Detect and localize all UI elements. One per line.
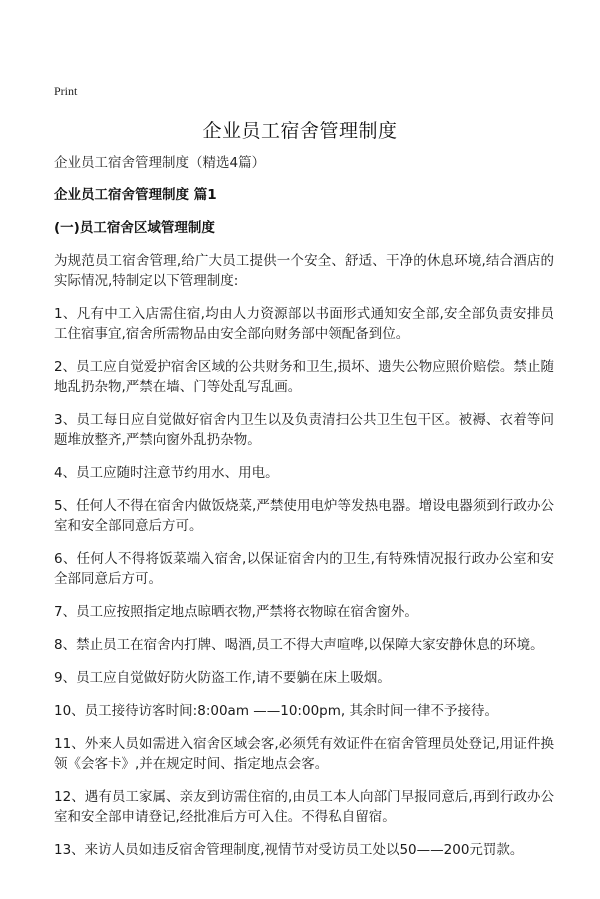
- rule-item-4: 4、员工应随时注意节约用水、用电。: [54, 465, 279, 481]
- rule-item-1: 1、凡有中工入店需住宿,均由人力资源部以书面形式通知安全部,安全部负责安排员工住宿事宜,宿舍所需物品由安全部向财务部中领配备到位。: [54, 306, 554, 342]
- rule-item-7: 7、员工应按照指定地点晾晒衣物,严禁将衣物晾在宿舍窗外。: [54, 604, 418, 620]
- rule-item-6: 6、任何人不得将饭菜端入宿舍,以保证宿舍内的卫生,有特殊情况报行政办公室和安全部同意后方可。: [54, 551, 554, 587]
- document-body: [54, 153, 554, 873]
- rule-item-2: 2、员工应自觉爱护宿舍区域的公共财务和卫生,损坏、遗失公物应照价赔偿。禁止随地乱扔杂物,严禁在墙、门等处乱写乱画。: [54, 359, 554, 395]
- rule-item-12: 12、遇有员工家属、亲友到访需住宿的,由员工本人向部门早报同意后,再到行政办公室和安全部申请登记,经批准后方可入住。不得私自留宿。: [54, 789, 554, 825]
- rule-item-3: 3、员工每日应自觉做好宿舍内卫生以及负责清扫公共卫生包干区。被褥、衣着等问题堆放整齐,严禁向窗外乱扔杂物。: [54, 412, 554, 448]
- document-title: 企业员工宿舍管理制度: [202, 120, 398, 142]
- document-subtitle: 企业员工宿舍管理制度（精选4篇）: [54, 155, 266, 171]
- sub-heading: (一)员工宿舍区域管理制度: [54, 220, 215, 236]
- rule-item-11: 11、外来人员如需进入宿舍区域会客,必须凭有效证件在宿舍管理员处登记,用证件换领《会客卡》,并在规定时间、指定地点会客。: [54, 736, 554, 772]
- print-label: Print: [54, 84, 78, 98]
- rule-item-13: 13、来访人员如违反宿舍管理制度,视情节对受访员工处以50——200元罚款。: [54, 842, 524, 858]
- rule-item-8: 8、禁止员工在宿舍内打牌、喝酒,员工不得大声喧哗,以保障大家安静休息的环境。: [54, 637, 544, 653]
- rule-item-5: 5、任何人不得在宿舍内做饭烧菜,严禁使用电炉等发热电器。增设电器须到行政办公室和安全部同意后方可。: [54, 498, 554, 534]
- intro-paragraph: 为规范员工宿舍管理,给广大员工提供一个安全、舒适、干净的休息环境,结合酒店的实际情况,特制定以下管理制度:: [54, 253, 554, 289]
- section-heading: 企业员工宿舍管理制度 篇1: [54, 187, 217, 203]
- rule-item-9: 9、员工应自觉做好防火防盗工作,请不要躺在床上吸烟。: [54, 670, 391, 686]
- rule-item-10: 10、员工接待访客时间:8:00am ——10:00pm, 其余时间一律不予接待。: [54, 703, 498, 719]
